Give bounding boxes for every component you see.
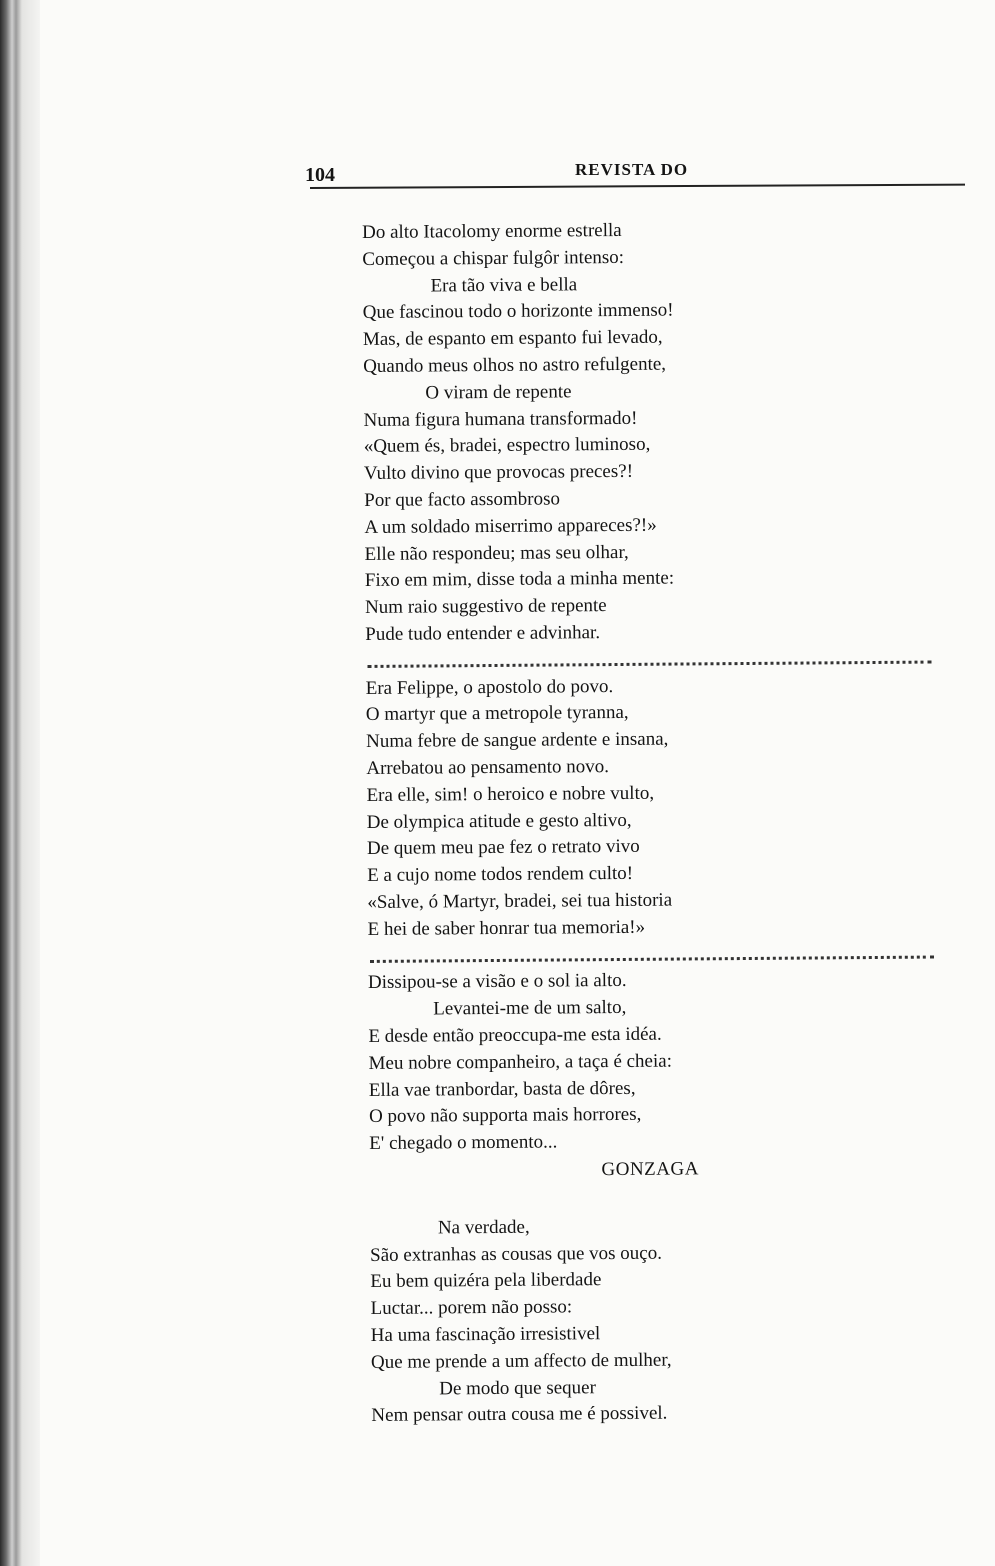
verse-line: De quem meu pae fez o retrato vivo bbox=[366, 836, 640, 860]
book-spine-edge bbox=[0, 0, 40, 1566]
verse-line: De olympica atitude e gesto altivo, bbox=[366, 809, 632, 833]
verse-line: Do alto Itacolomy enorme estrella bbox=[362, 219, 622, 243]
dotted-separator bbox=[368, 939, 948, 970]
verse-line: Mas, de espanto em espanto fui levado, bbox=[362, 326, 663, 351]
spacer bbox=[370, 1181, 950, 1216]
verse-line: «Salve, ó Martyr, bradei, sei tua historia bbox=[367, 889, 673, 913]
verse-line: A um soldado miserrimo appareces?!» bbox=[364, 514, 657, 538]
verse-line: Meu nobre companheiro, a taça é cheia: bbox=[368, 1050, 673, 1074]
verse-line: Pude tudo entender e advinhar. bbox=[365, 622, 601, 645]
verse-line: Elle não respondeu; mas seu olhar, bbox=[364, 541, 629, 565]
verse-line: «Quem és, bradei, espectro luminoso, bbox=[363, 434, 651, 458]
verse-line: O povo não supporta mais horrores, bbox=[368, 1104, 642, 1128]
verse-line: Arrebatou ao pensamento novo. bbox=[366, 756, 610, 779]
verse-line: E desde então preoccupa-me esta idéa. bbox=[368, 1023, 662, 1047]
verse-line: Fixo em mim, disse toda a minha mente: bbox=[364, 567, 675, 592]
verse-line: Num raio suggestivo de repente bbox=[364, 595, 607, 619]
running-title: REVISTA DO bbox=[575, 160, 689, 179]
verse-line: Ha uma fascinação irresistivel bbox=[370, 1323, 601, 1347]
poem-body bbox=[362, 215, 951, 1430]
verse-line: Era elle, sim! o heroico e nobre vulto, bbox=[366, 782, 655, 806]
verse-line: Por que facto assombroso bbox=[364, 488, 561, 511]
verse-line: Começou a chispar fulgôr intenso: bbox=[362, 246, 625, 270]
verse-line: Que me prende a um affecto de mulher, bbox=[370, 1349, 672, 1373]
verse-line: O viram de repente bbox=[425, 381, 572, 404]
dotted-separator bbox=[365, 644, 945, 675]
verse-line: Que fascinou todo o horizonte immenso! bbox=[362, 299, 674, 324]
verse-line: O martyr que a metropole tyranna, bbox=[365, 702, 629, 726]
verse-line: E hei de saber honrar tua memoria!» bbox=[367, 916, 646, 940]
verse-line: Dissipou-se a visão e o sol ia alto. bbox=[367, 970, 627, 994]
verse-line: Luctar... porem não posso: bbox=[370, 1296, 573, 1320]
verse-line: São extranhas as cousas que vos ouço. bbox=[370, 1242, 663, 1266]
verse-line: Eu bem quizéra pela liberdade bbox=[370, 1269, 602, 1293]
verse-line: Numa figura humana transformado! bbox=[363, 407, 638, 431]
page-number: 104 bbox=[305, 164, 335, 186]
verse-line: Era Felippe, o apostolo do povo. bbox=[365, 675, 614, 699]
verse-line: Quando meus olhos no astro refulgente, bbox=[363, 353, 667, 377]
verse-line: E a cujo nome todos rendem culto! bbox=[367, 863, 634, 887]
verse-line: Era tão viva e bella bbox=[430, 273, 578, 297]
verse-line: Numa febre de sangue ardente e insana, bbox=[366, 728, 669, 753]
speaker-name: GONZAGA bbox=[601, 1158, 699, 1181]
verse-line: E' chegado o momento... bbox=[369, 1131, 558, 1155]
verse-line: De modo que sequer bbox=[439, 1376, 596, 1400]
verse-line: Levantei-me de um salto, bbox=[433, 997, 627, 1020]
verse-line: Vulto divino que provocas preces?! bbox=[363, 461, 634, 485]
verse-line: Ella vae tranbordar, basta de dôres, bbox=[368, 1077, 636, 1101]
verse-line: Na verdade, bbox=[437, 1216, 530, 1239]
verse-line: Nem pensar outra cousa me é possivel. bbox=[371, 1403, 668, 1427]
